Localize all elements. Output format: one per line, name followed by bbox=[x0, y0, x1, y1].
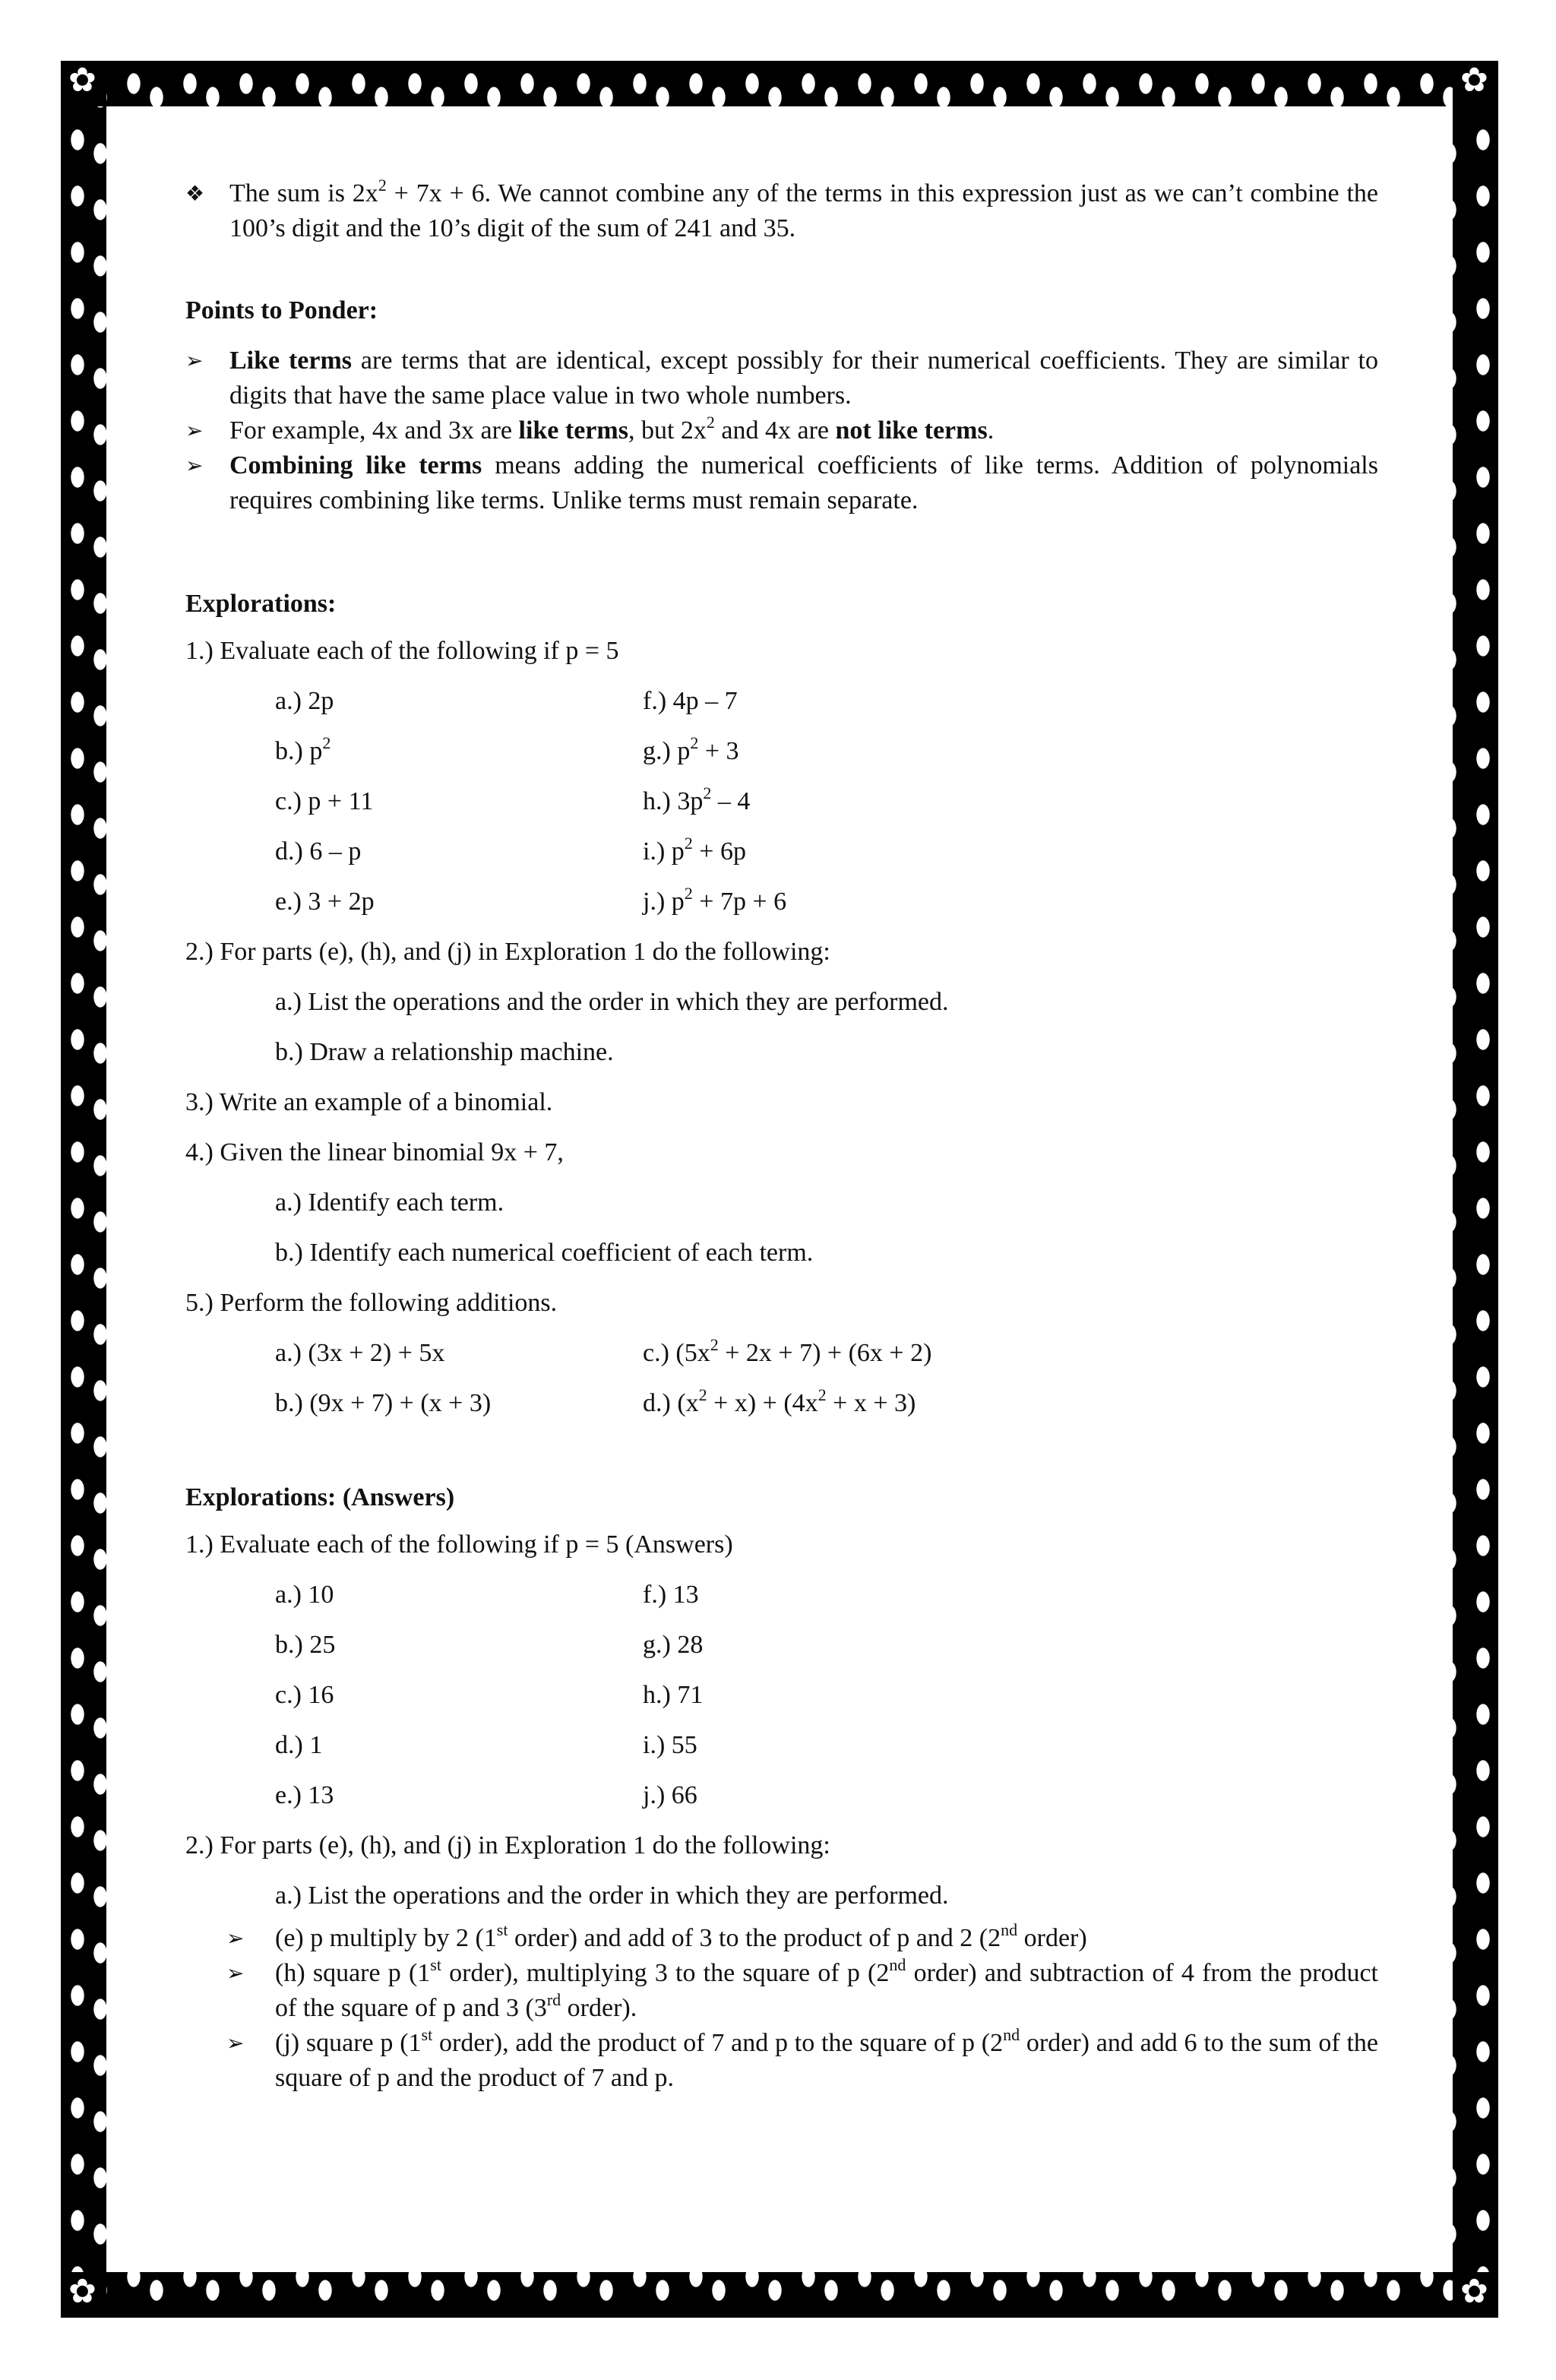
exploration-q1-row: e.) 3 + 2p j.) $p^2 + 7p + 6$ bbox=[275, 883, 787, 916]
exploration-q5: 5.) Perform the following additions. bbox=[185, 1289, 558, 1317]
exploration-q5-row: b.) (9x + 7) + (x + 3) d.) $(x^2 + x) + (4x^2 + x + 3)$ bbox=[275, 1385, 916, 1417]
corner-flower-icon bbox=[61, 61, 106, 106]
exploration-q4a: a.) Identify each term. bbox=[275, 1188, 504, 1217]
answers-row: d.) 1 i.) 55 bbox=[275, 1731, 697, 1759]
exploration-q2a: a.) List the operations and the order in which they are performed. bbox=[275, 988, 949, 1016]
exploration-q4b: b.) Identify each numerical coefficient of each term. bbox=[275, 1239, 814, 1267]
answer-bullet-h: ➢ (h) square p (1st order), multiplying 3 to the square of p (2nd order) and subtraction of 4 from the product of the square of p and 3 (3rd order). bbox=[226, 1954, 1378, 2022]
arrow-bullet-icon: ➢ bbox=[185, 348, 204, 373]
corner-flower-icon bbox=[1453, 2272, 1498, 2318]
arrow-bullet-icon: ➢ bbox=[226, 1961, 245, 1986]
exploration-q2b: b.) Draw a relationship machine. bbox=[275, 1038, 614, 1066]
ponder-bullet-combining: ➢ Combining like terms means adding the numerical coefficients of like terms. Addition of polynomials requires combining like terms. Unlike terms must remain separate. bbox=[185, 448, 1378, 518]
arrow-bullet-icon: ➢ bbox=[185, 418, 204, 443]
exploration-q4: 4.) Given the linear binomial 9x + 7, bbox=[185, 1138, 564, 1166]
answers-heading: Explorations: (Answers) bbox=[185, 1483, 455, 1511]
exploration-q5-row: a.) (3x + 2) + 5x c.) $(5x^2 + 2x + 7) + (6x + 2)$ bbox=[275, 1334, 932, 1367]
exploration-q1-row: b.) $p^2$ g.) $p^2 + 3$ bbox=[275, 733, 739, 765]
intro-paragraph: ❖ The sum is $2x^2 + 7x + 6$. We cannot combine any of the terms in this expression just as we can’t combine the 100’s digit and the 10’s digit of the sum of 241 and 35. bbox=[185, 175, 1379, 242]
ponder-bullet-like-terms: ➢ Like terms are terms that are identical, except possibly for their numerical coefficients. They are similar to digits that have the same place value in two whole numbers. bbox=[185, 343, 1378, 413]
page-content bbox=[185, 176, 1378, 2096]
answers-row: e.) 13 j.) 66 bbox=[275, 1781, 697, 1809]
answers-row: c.) 16 h.) 71 bbox=[275, 1681, 704, 1709]
diamond-bullet-icon: ❖ bbox=[185, 181, 205, 206]
points-to-ponder-heading: Points to Ponder: bbox=[185, 296, 378, 324]
answer-bullet-j: ➢ (j) square p (1st order), add the product of 7 and p to the square of p (2nd order) and add 6 to the sum of the square of p and the product of 7 and p. bbox=[226, 2024, 1379, 2092]
explorations-heading: Explorations: bbox=[185, 590, 337, 618]
answers-row: a.) 10 f.) 13 bbox=[275, 1581, 699, 1609]
arrow-bullet-icon: ➢ bbox=[185, 453, 204, 478]
exploration-q2: 2.) For parts (e), (h), and (j) in Exploration 1 do the following: bbox=[185, 938, 830, 966]
answer-bullet-e: ➢ (e) p multiply by 2 (1st order) and add of 3 to the product of p and 2 (2nd order) bbox=[185, 1921, 1378, 1956]
answers-q1: 1.) Evaluate each of the following if p = 5 (Answers) bbox=[185, 1530, 733, 1559]
exploration-q3: 3.) Write an example of a binomial. bbox=[185, 1088, 553, 1116]
exploration-q1-row: d.) 6 – p i.) $p^2 + 6p$ bbox=[275, 833, 746, 866]
answers-q2: 2.) For parts (e), (h), and (j) in Exploration 1 do the following: bbox=[185, 1831, 830, 1859]
exploration-q1-row: a.) 2p f.) 4p – 7 bbox=[275, 687, 738, 715]
answers-row: b.) 25 g.) 28 bbox=[275, 1631, 704, 1659]
arrow-bullet-icon: ➢ bbox=[226, 1926, 245, 1951]
exploration-q1-row: c.) p + 11 h.) $3p^2 - 4$ bbox=[275, 783, 751, 815]
corner-flower-icon bbox=[61, 2272, 106, 2318]
answers-q2a: a.) List the operations and the order in which they are performed. bbox=[275, 1882, 949, 1910]
corner-flower-icon bbox=[1453, 61, 1498, 106]
exploration-q1: 1.) Evaluate each of the following if p = 5 bbox=[185, 637, 619, 665]
ponder-bullet-example: ➢ For example, 4x and 3x are like terms, but $2x^2$ and 4x are not like terms. bbox=[185, 413, 1378, 448]
arrow-bullet-icon: ➢ bbox=[226, 2030, 245, 2056]
